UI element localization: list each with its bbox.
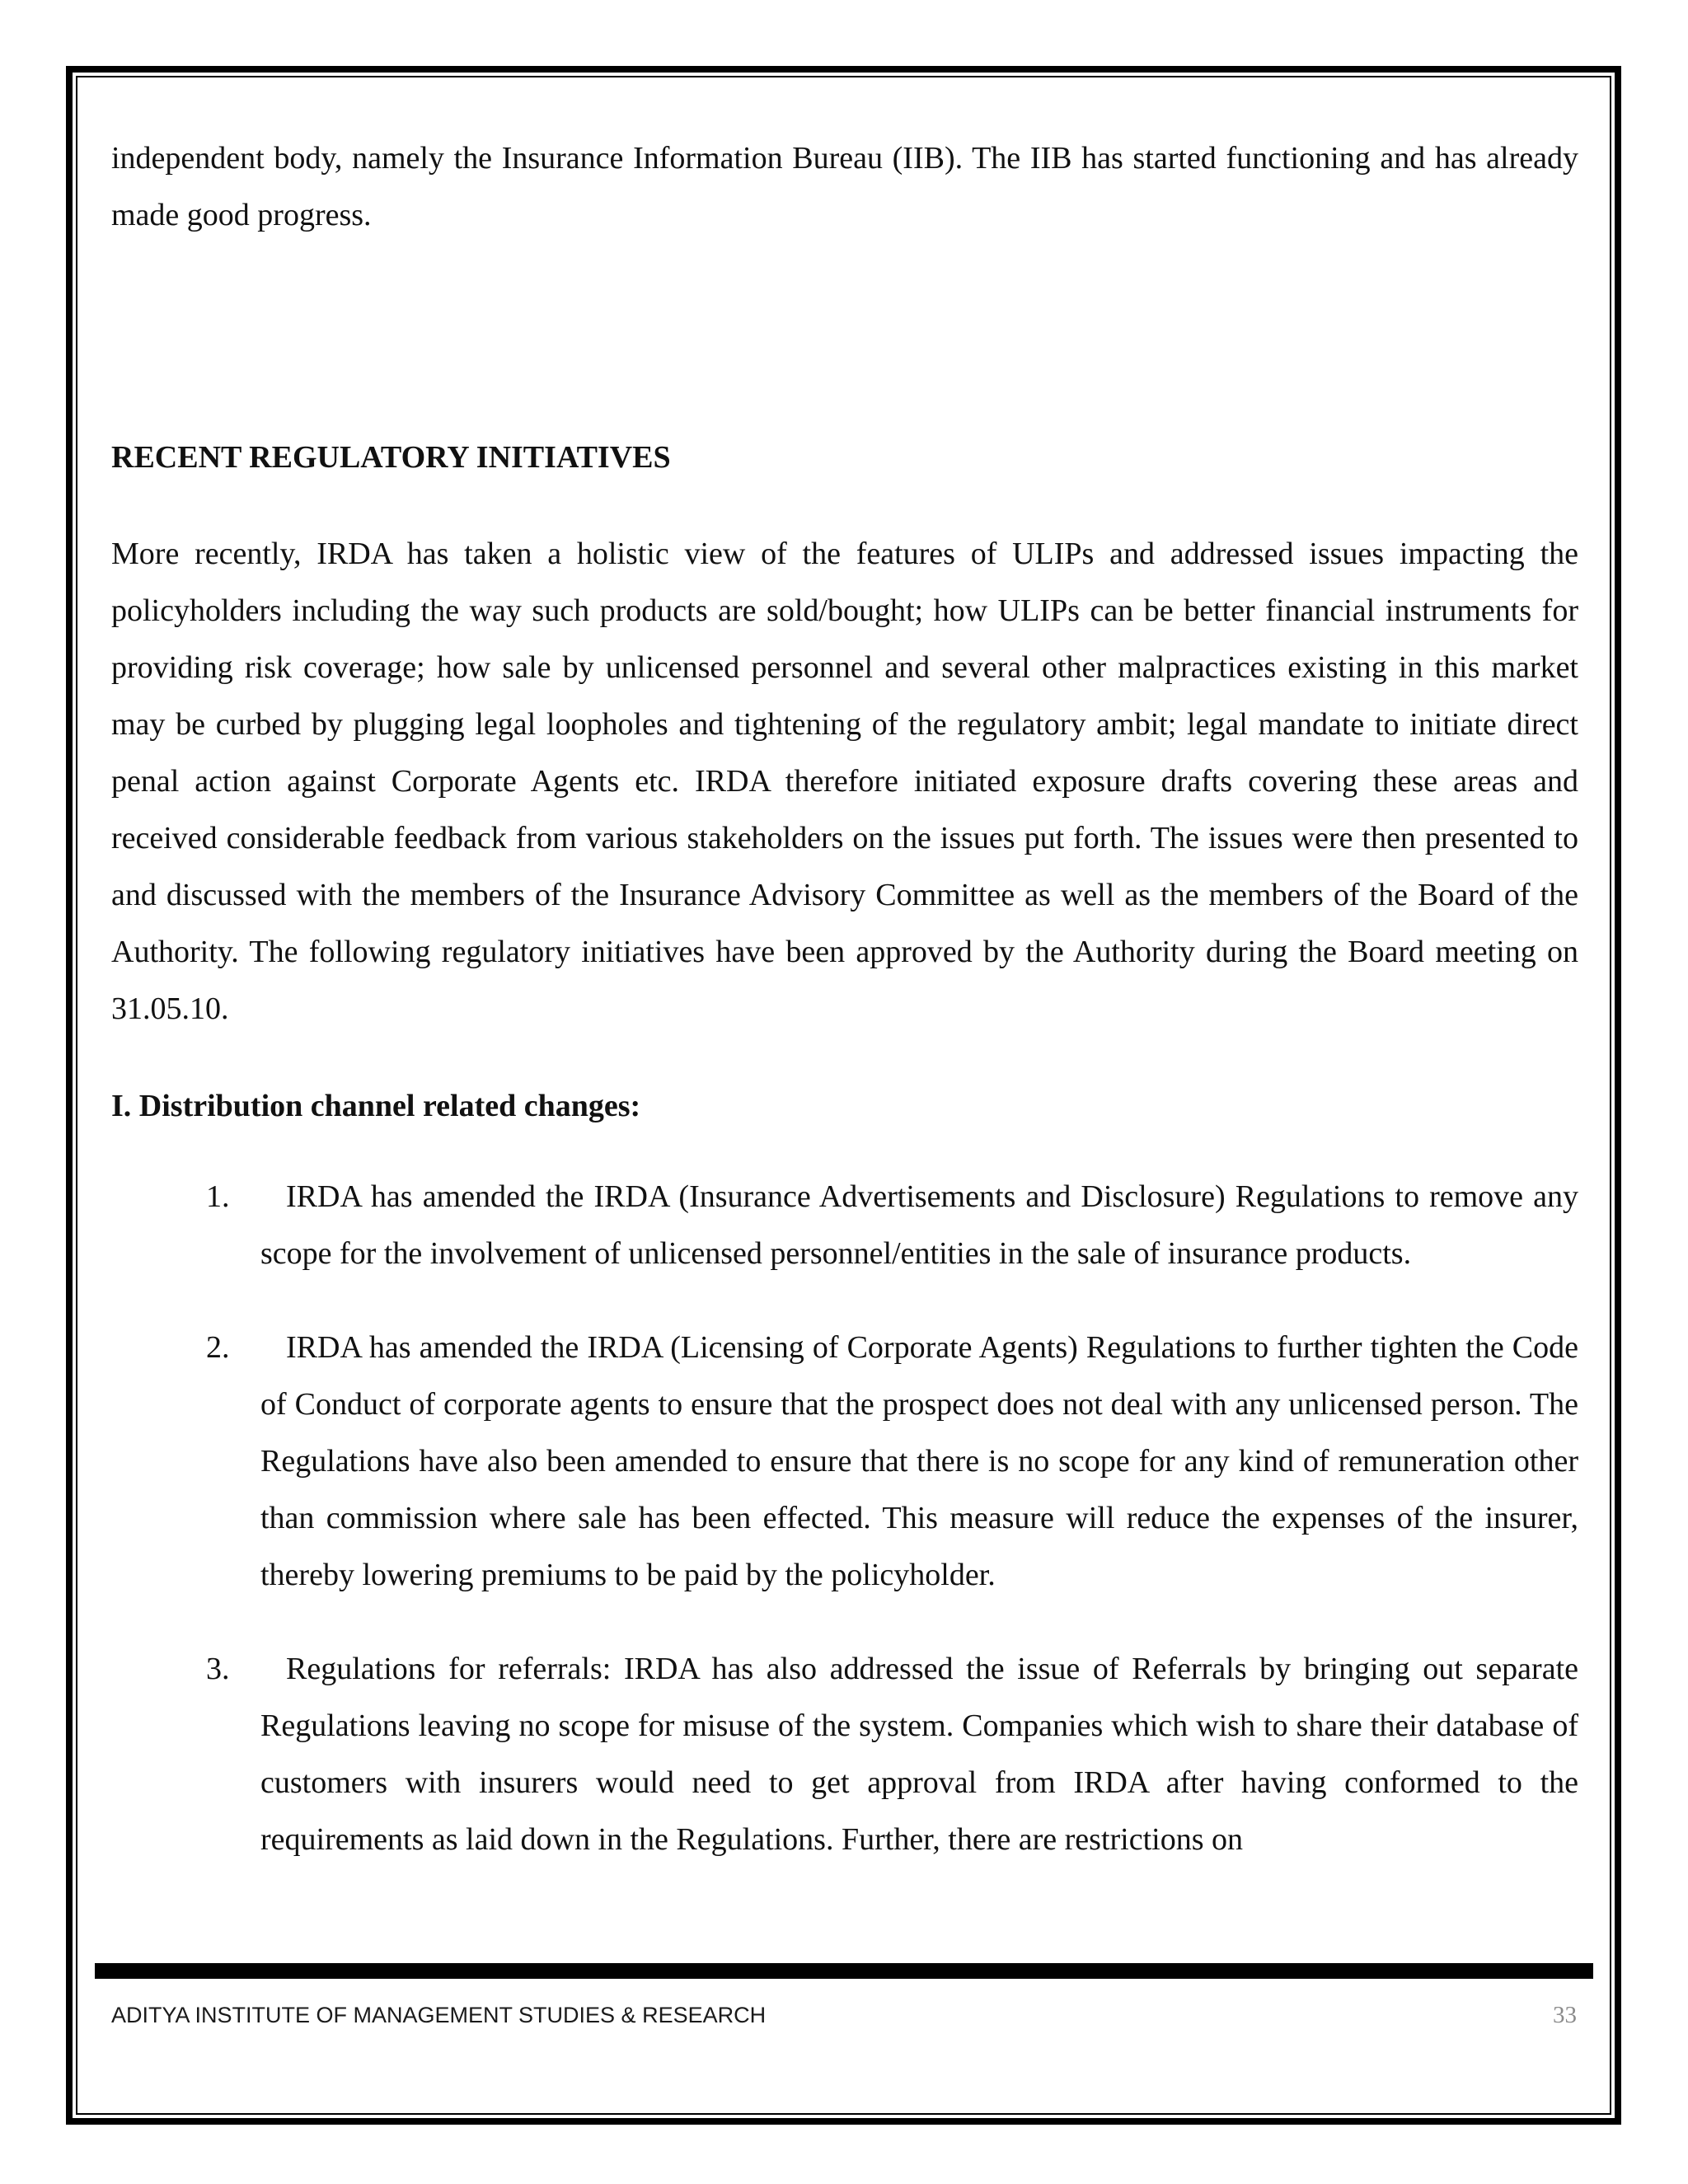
list-item-number: 3. <box>206 1652 230 1686</box>
footer-rule <box>95 1963 1593 1979</box>
list-item <box>206 1319 1578 1604</box>
list-item <box>206 1641 1578 1868</box>
list-item-text: Regulations for referrals: IRDA has also addressed the issue of Referrals by bringing out separate Regulations leaving no scope for misuse of the system. Companies which wish to share their database of customers with insurers would need to get approval from IRDA after having conformed to the requirements as laid down in the Regulations. Further, there are restrictions on <box>260 1652 1578 1857</box>
list-item <box>206 1169 1578 1282</box>
list-item-text: IRDA has amended the IRDA (Licensing of Corporate Agents) Regulations to further tighten the Code of Conduct of corporate agents to ensure that the prospect does not deal with any unlicensed person. The Regulations have also been amended to ensure that there is no scope for any kind of remuneration other than commission where sale has been effected. This measure will reduce the expenses of the insurer, thereby lowering premiums to be paid by the policyholder. <box>260 1330 1578 1592</box>
list-item-number: 1. <box>206 1179 230 1214</box>
subsection-heading: I. Distribution channel related changes: <box>111 1089 641 1123</box>
footer-institute: ADITYA INSTITUTE OF MANAGEMENT STUDIES & RESEARCH <box>111 2003 767 2027</box>
footer-page-number: 33 <box>1553 2002 1577 2028</box>
section-heading: RECENT REGULATORY INITIATIVES <box>111 440 671 475</box>
list-item-text: IRDA has amended the IRDA (Insurance Advertisements and Disclosure) Regulations to remove any scope for the involvement of unlicensed personnel/entities in the sale of insurance products. <box>260 1179 1578 1271</box>
page-content <box>111 130 1578 1868</box>
section-paragraph: More recently, IRDA has taken a holistic view of the features of ULIPs and addressed issues impacting the policyholders including the way such products are sold/bought; how ULIPs can be better financial instruments for providing risk coverage; how sale by unlicensed personnel and several other malpractices existing in this market may be curbed by plugging legal loopholes and tightening of the regulatory ambit; legal mandate to initiate direct penal action against Corporate Agents etc. IRDA therefore initiated exposure drafts covering these areas and received considerable feedback from various stakeholders on the issues put forth. The issues were then presented to and discussed with the members of the Insurance Advisory Committee as well as the members of the Board of the Authority. The following regulatory initiatives have been approved by the Authority during the Board meeting on 31.05.10. <box>111 537 1578 1026</box>
intro-paragraph: independent body, namely the Insurance Information Bureau (IIB). The IIB has started functioning and has already made good progress. <box>111 141 1578 232</box>
list-item-number: 2. <box>206 1330 230 1365</box>
initiatives-list <box>111 1169 1578 1868</box>
